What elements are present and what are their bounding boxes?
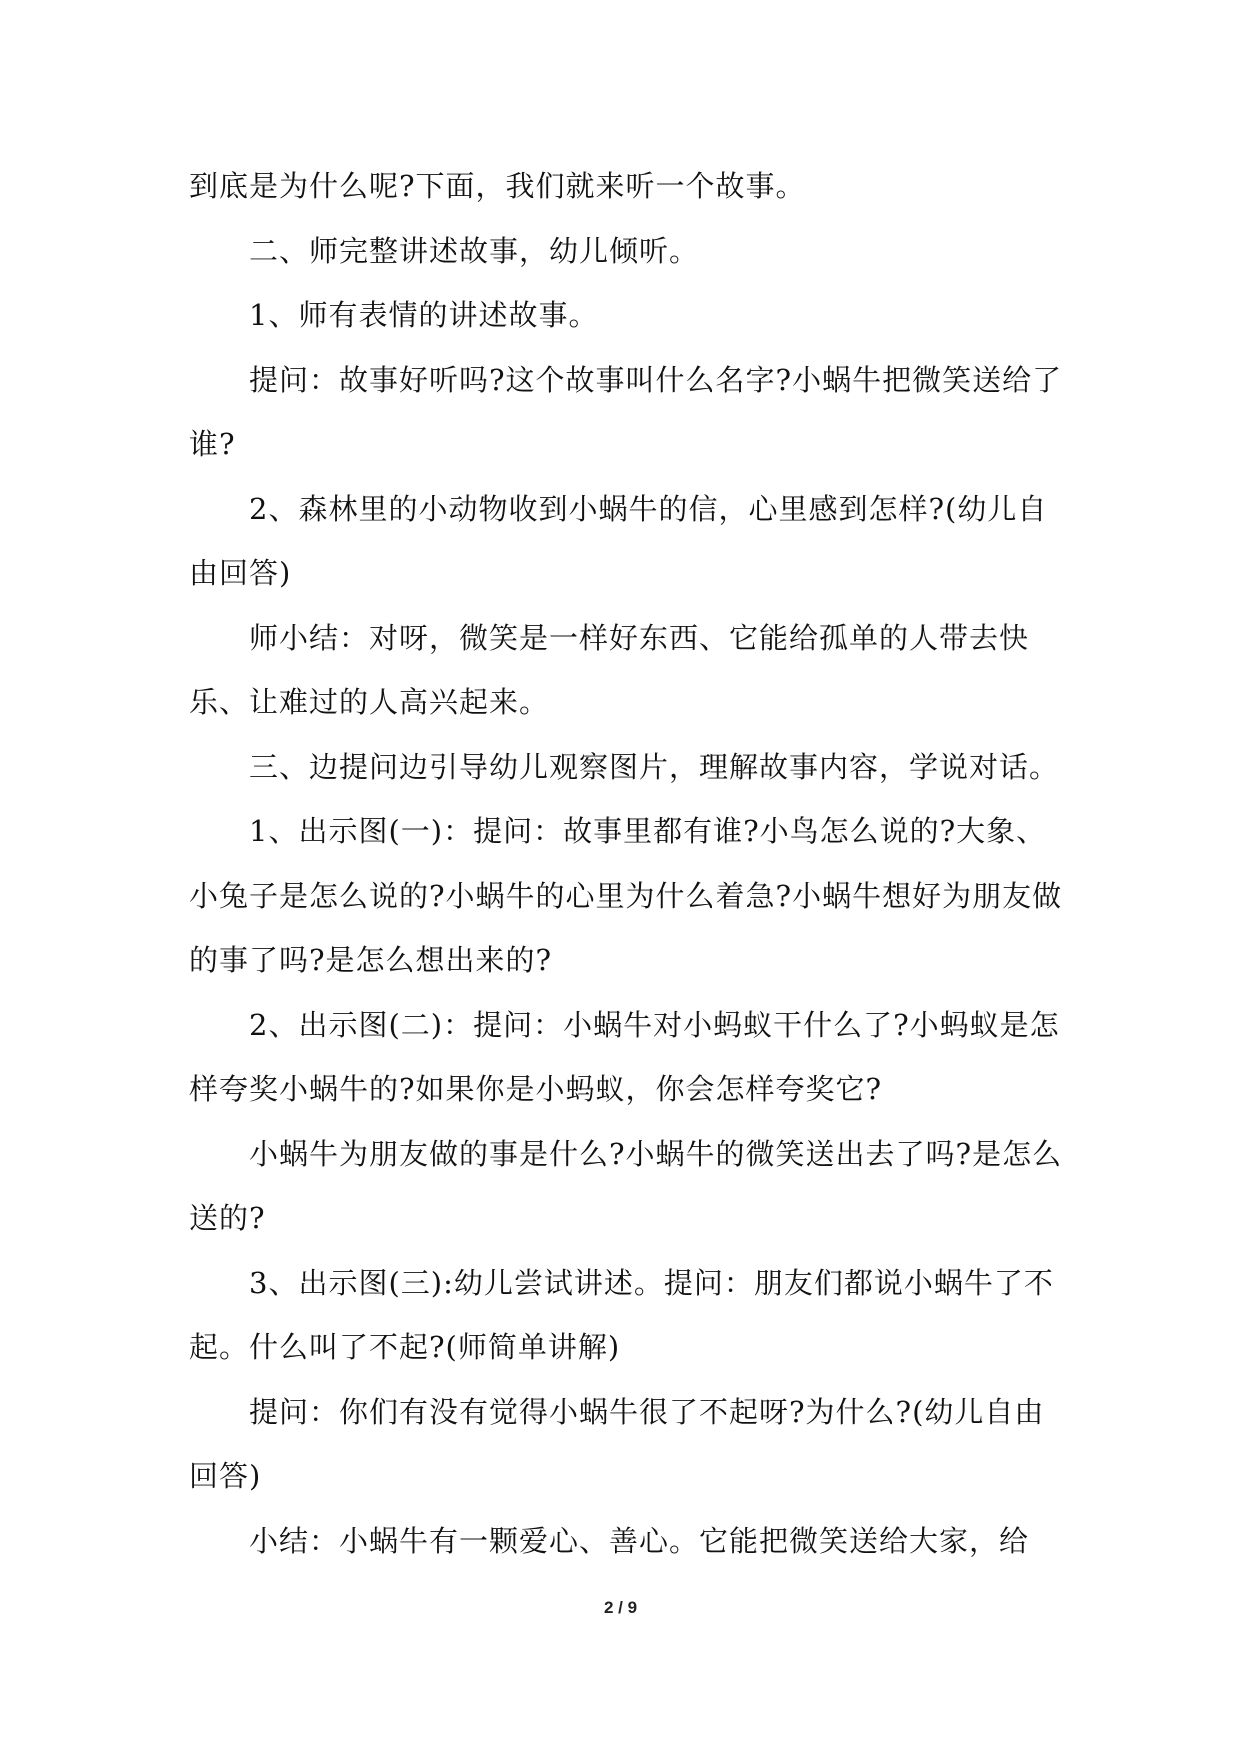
- paragraph: 提问：故事好听吗?这个故事叫什么名字?小蜗牛把微笑送给了谁?: [189, 362, 1063, 461]
- paragraph: 3、出示图(三):幼儿尝试讲述。提问：朋友们都说小蜗牛了不起。什么叫了不起?(师简单讲解): [189, 1265, 1054, 1364]
- document-body: [189, 154, 1063, 1573]
- paragraph: 小蜗牛为朋友做的事是什么?小蜗牛的微笑送出去了吗?是怎么送的?: [189, 1136, 1063, 1235]
- paragraph: 到底是为什么呢?下面，我们就来听一个故事。: [189, 169, 806, 203]
- page-number: 2 / 9: [603, 1598, 638, 1617]
- paragraph: 二、师完整讲述故事，幼儿倾听。: [249, 233, 700, 268]
- paragraph: 2、森林里的小动物收到小蜗牛的信，心里感到怎样?(幼儿自由回答): [189, 491, 1048, 590]
- paragraph: 1、出示图(一)：提问：故事里都有谁?小鸟怎么说的?大象、小兔子是怎么说的?小蜗牛的心里为什么着急?小蜗牛想好为朋友做的事了吗?是怎么想出来的?: [189, 814, 1063, 977]
- paragraph: 提问：你们有没有觉得小蜗牛很了不起呀?为什么?(幼儿自由回答): [189, 1394, 1045, 1493]
- paragraph: 三、边提问边引导幼儿观察图片，理解故事内容，学说对话。: [249, 749, 1060, 784]
- paragraph: 小结：小蜗牛有一颗爱心、善心。它能把微笑送给大家，给: [249, 1523, 1030, 1558]
- paragraph: 师小结：对呀，微笑是一样好东西、它能给孤单的人带去快乐、让难过的人高兴起来。: [189, 620, 1030, 719]
- paragraph: 2、出示图(二)：提问：小蜗牛对小蚂蚁干什么了?小蚂蚁是怎样夸奖小蜗牛的?如果你是小蚂蚁，你会怎样夸奖它?: [189, 1007, 1060, 1106]
- paragraph: 1、师有表情的讲述故事。: [249, 298, 599, 332]
